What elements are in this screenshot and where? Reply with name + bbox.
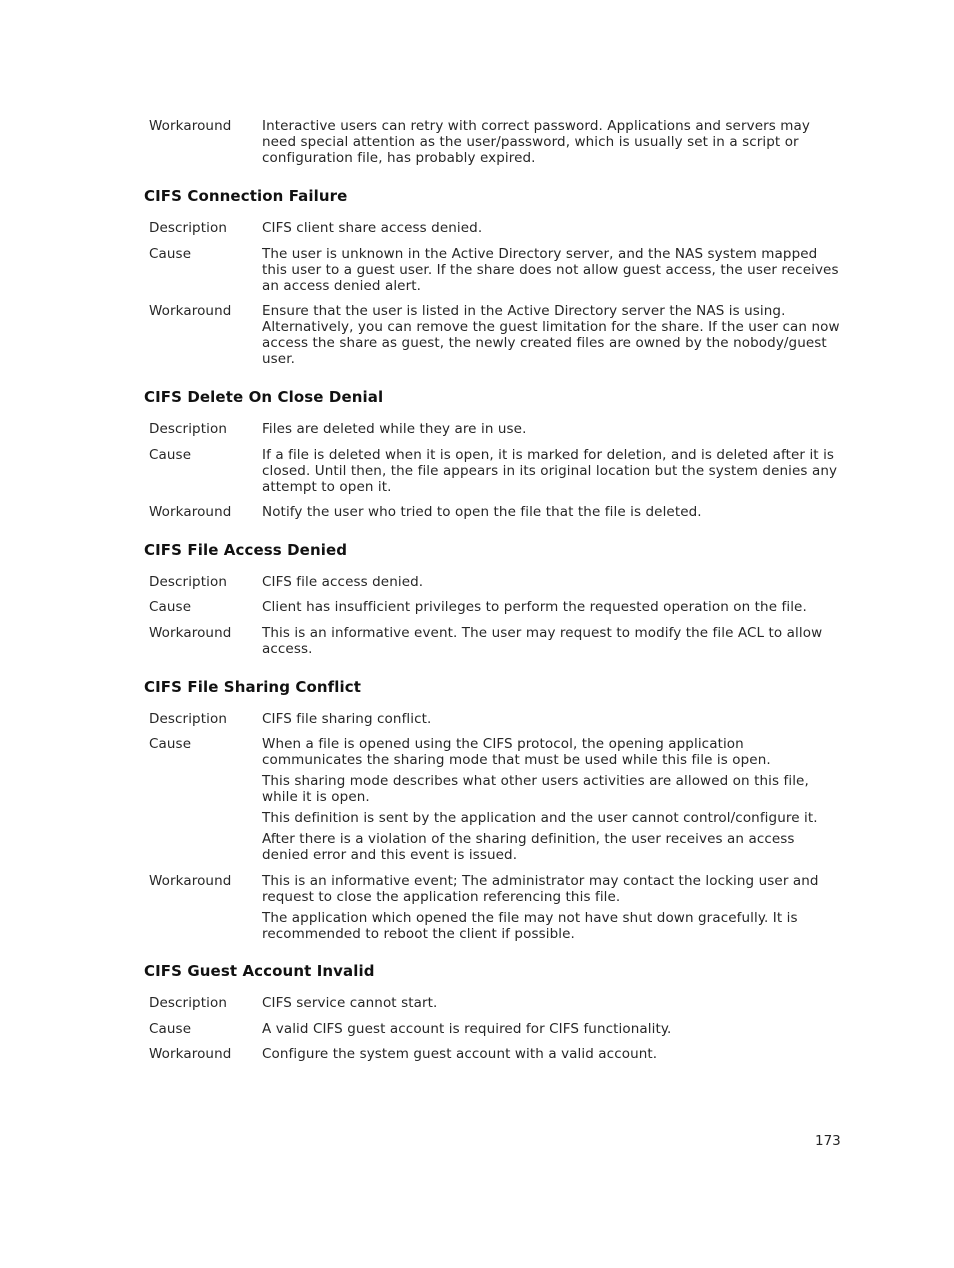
table-row: [144, 118, 844, 166]
section-heading: CIFS File Access Denied: [144, 541, 348, 559]
row-value: [262, 736, 844, 863]
definition-table: [144, 574, 844, 590]
row-paragraph: CIFS service cannot start.: [262, 995, 438, 1011]
row-paragraph: After there is a violation of the sharing definition, the user receives an access denied error and this event is issued.: [262, 831, 795, 863]
row-label: Workaround: [149, 873, 232, 889]
row-label: Cause: [149, 1021, 192, 1037]
row-label: Cause: [149, 599, 192, 615]
row-value: [262, 220, 844, 236]
definition-table: [144, 421, 844, 437]
table-row: [144, 1021, 844, 1037]
row-paragraph: Configure the system guest account with a valid account.: [262, 1046, 658, 1062]
row-label: Workaround: [149, 625, 232, 641]
row-label: Description: [149, 220, 227, 236]
row-value: [262, 1046, 844, 1062]
definition-table: [144, 995, 844, 1011]
definition-table: [144, 711, 844, 727]
definition-table: [144, 736, 844, 863]
row-label: Description: [149, 995, 227, 1011]
definition-table: [144, 303, 844, 367]
row-value: [262, 504, 844, 520]
row-label: Workaround: [149, 118, 232, 134]
row-label: Cause: [149, 246, 192, 262]
row-paragraph: This definition is sent by the application and the user cannot control/configure it.: [262, 810, 818, 826]
definition-table: [144, 873, 844, 942]
row-value: [262, 246, 844, 294]
row-paragraph: A valid CIFS guest account is required for CIFS functionality.: [262, 1021, 672, 1037]
table-row: [144, 625, 844, 657]
row-paragraph: This is an informative event. The user may request to modify the file ACL to allow access.: [262, 625, 823, 657]
row-value: [262, 1021, 844, 1037]
row-paragraph: Interactive users can retry with correct password. Applications and servers may need special attention as the user/password, which is usually set in a script or configuration file, has probably expired.: [262, 118, 810, 166]
row-paragraph: This sharing mode describes what other users activities are allowed on this file, while it is open.: [262, 773, 809, 805]
row-value: [262, 574, 844, 590]
row-label: Description: [149, 711, 227, 727]
table-row: [144, 736, 844, 863]
table-row: [144, 1046, 844, 1062]
row-value: [262, 711, 844, 727]
table-row: [144, 873, 844, 942]
row-value: [262, 995, 844, 1011]
definition-table: [144, 220, 844, 236]
definition-table: [144, 625, 844, 657]
row-paragraph: Client has insufficient privileges to perform the requested operation on the file.: [262, 599, 807, 615]
table-row: [144, 574, 844, 590]
table-row: [144, 599, 844, 615]
row-value: [262, 118, 844, 166]
table-row: [144, 504, 844, 520]
definition-table: [144, 599, 844, 615]
table-row: [144, 995, 844, 1011]
table-row: [144, 421, 844, 437]
definition-table: [144, 504, 844, 520]
row-label: Workaround: [149, 504, 232, 520]
row-value: [262, 873, 844, 942]
row-paragraph: The user is unknown in the Active Directory server, and the NAS system mapped this user to a guest user. If the share does not allow guest access, the user receives an access denied alert.: [262, 246, 839, 294]
row-value: [262, 625, 844, 657]
row-label: Workaround: [149, 1046, 232, 1062]
row-value: [262, 447, 844, 495]
row-paragraph: Notify the user who tried to open the file that the file is deleted.: [262, 504, 702, 520]
row-paragraph: Ensure that the user is listed in the Active Directory server the NAS is using. Alternatively, you can remove the guest limitation for the share. If the user can now access the share as guest, the newly created files are owned by the nobody/guest user.: [262, 303, 840, 367]
row-paragraph: This is an informative event; The administrator may contact the locking user and request to close the application referencing this file.: [262, 873, 819, 905]
section-heading: CIFS File Sharing Conflict: [144, 678, 362, 696]
section-heading: CIFS Connection Failure: [144, 187, 348, 205]
section-heading: CIFS Guest Account Invalid: [144, 962, 375, 980]
row-paragraph: When a file is opened using the CIFS protocol, the opening application communicates the sharing mode that must be used while this file is open.: [262, 736, 771, 768]
table-row: [144, 711, 844, 727]
table-row: [144, 303, 844, 367]
row-label: Cause: [149, 447, 192, 463]
row-paragraph: CIFS client share access denied.: [262, 220, 483, 236]
row-paragraph: The application which opened the file may not have shut down gracefully. It is recommended to reboot the client if possible.: [262, 910, 798, 942]
row-paragraph: CIFS file sharing conflict.: [262, 711, 432, 727]
row-value: [262, 421, 844, 437]
table-row: [144, 220, 844, 236]
row-label: Cause: [149, 736, 192, 752]
page-number: 173: [815, 1133, 841, 1149]
row-paragraph: CIFS file access denied.: [262, 574, 424, 590]
row-label: Description: [149, 421, 227, 437]
definition-table: [144, 1021, 844, 1037]
table-row: [144, 447, 844, 495]
row-value: [262, 599, 844, 615]
row-value: [262, 303, 844, 367]
row-paragraph: Files are deleted while they are in use.: [262, 421, 527, 437]
intro-row: [144, 118, 844, 166]
section-heading: CIFS Delete On Close Denial: [144, 388, 384, 406]
row-label: Workaround: [149, 303, 232, 319]
definition-table: [144, 447, 844, 495]
definition-table: [144, 246, 844, 294]
table-row: [144, 246, 844, 294]
row-label: Description: [149, 574, 227, 590]
row-paragraph: If a file is deleted when it is open, it is marked for deletion, and is deleted after it is closed. Until then, the file appears in its original location but the system denies any attempt to open it.: [262, 447, 838, 495]
definition-table: [144, 1046, 844, 1062]
